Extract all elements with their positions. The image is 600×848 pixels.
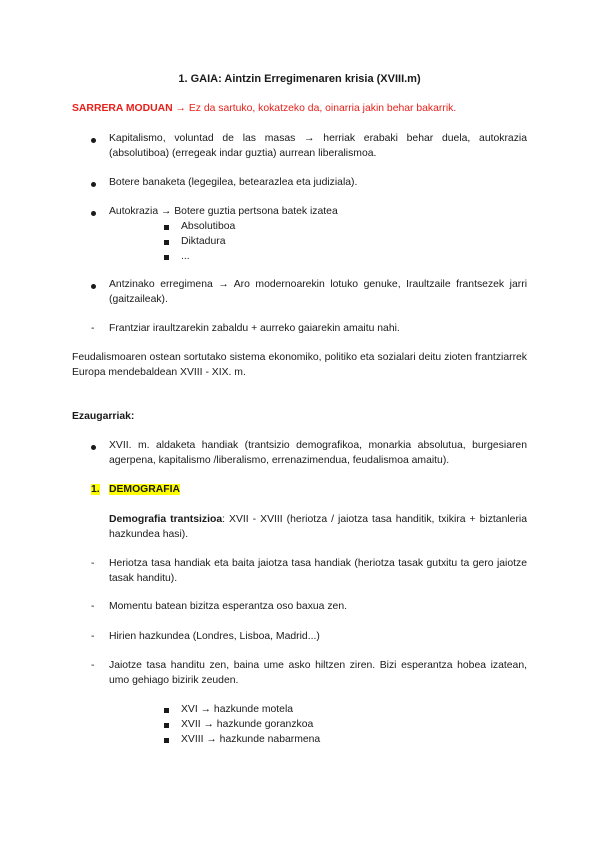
bullet-old-regime: Antzinako erregimena → Aro modernoarekin lotuko genuke, Iraultzaile frantsezek jarri (gaitzaileak). [109,279,527,305]
demografia-heading: DEMOGRAFIA [109,484,180,495]
dash-marker: - [91,558,95,569]
page-title: 1. GAIA: Aintzin Erregimenaren krisia (XVIII.m) [178,73,421,85]
dash-marker: - [91,601,95,612]
square-bullet [164,723,169,728]
square-bullet [164,225,169,230]
growth-item-17th: XVII → hazkunde goranzkoa [181,719,314,730]
autocracy-sub-2: Diktadura [181,236,226,247]
bullet-autocracy: Autokrazia → Botere guztia pertsona batek izatea [109,206,338,217]
autocracy-sub-1: Absolutiboa [181,221,236,232]
square-bullet [164,240,169,245]
demographic-transition: Demografia trantsizioa: XVII - XVIII (heriotza / jaiotza tasa handitik, txikira + biztanleria hazkundea hasi). [109,514,527,540]
growth-item-16th: XVI → hazkunde motela [181,704,294,715]
bullet-dot [91,138,96,143]
intro-arrow: → [172,103,189,114]
square-bullet [164,738,169,743]
dash-french-revolution: Frantziar iraultzarekin zabaldu + aurreko gaiarekin amaitu nahi. [109,323,400,334]
feudalism-paragraph: Feudalismoaren ostean sortutako sistema ekonomiko, politiko eta sozialari deitu zioten frantziarrek Europa mendebaldean XVIII - XIX. m. [72,352,527,378]
demografia-number: 1. [91,484,100,495]
square-bullet [164,708,169,713]
bullet-dot [91,445,96,450]
document-page [72,0,527,848]
bullet-dot [91,284,96,289]
intro-line [72,101,456,116]
intro-label: SARRERA MODUAN [72,103,173,114]
bullet-capitalism: Kapitalismo, voluntad de las masas → herriak erabaki behar duela, autokrazia (absolutiboa) (erregeak indar guztia) aurrean liberalismoa. [109,133,527,159]
square-bullet [164,255,169,260]
bullet-dot [91,211,96,216]
dash-marker: - [91,323,95,334]
dash-mortality: Heriotza tasa handiak eta baita jaiotza tasa handiak (heriotza tasak gutxitu ta gero jaiotze tasak handitu). [109,558,527,584]
dash-life-expectancy: Momentu batean bizitza esperantza oso baxua zen. [109,601,347,612]
autocracy-sub-3: ... [181,251,190,262]
bullet-power-division: Botere banaketa (legegilea, betearazlea eta judiziala). [109,177,358,188]
dash-city-growth: Hirien hazkundea (Londres, Lisboa, Madrid...) [109,631,320,642]
dash-birth-rate: Jaiotze tasa handitu zen, baina ume asko hiltzen ziren. Bizi esperantza hobea izatean, umo gehiago bizirik zeuden. [109,660,527,686]
growth-item-18th: XVIII → hazkunde nabarmena [181,734,321,745]
features-heading: Ezaugarriak: [72,411,135,422]
features-bullet: XVII. m. aldaketa handiak (trantsizio demografikoa, monarkia absolutua, burgesiaren agerpena, kapitalismo /liberalismo, errenazimendua, feudalismoa amaitu). [109,440,527,466]
dash-marker: - [91,660,95,671]
intro-text: Ez da sartuko, kokatzeko da, oinarria jakin behar bakarrik. [188,103,457,114]
bullet-dot [91,182,96,187]
dash-marker: - [91,631,95,642]
